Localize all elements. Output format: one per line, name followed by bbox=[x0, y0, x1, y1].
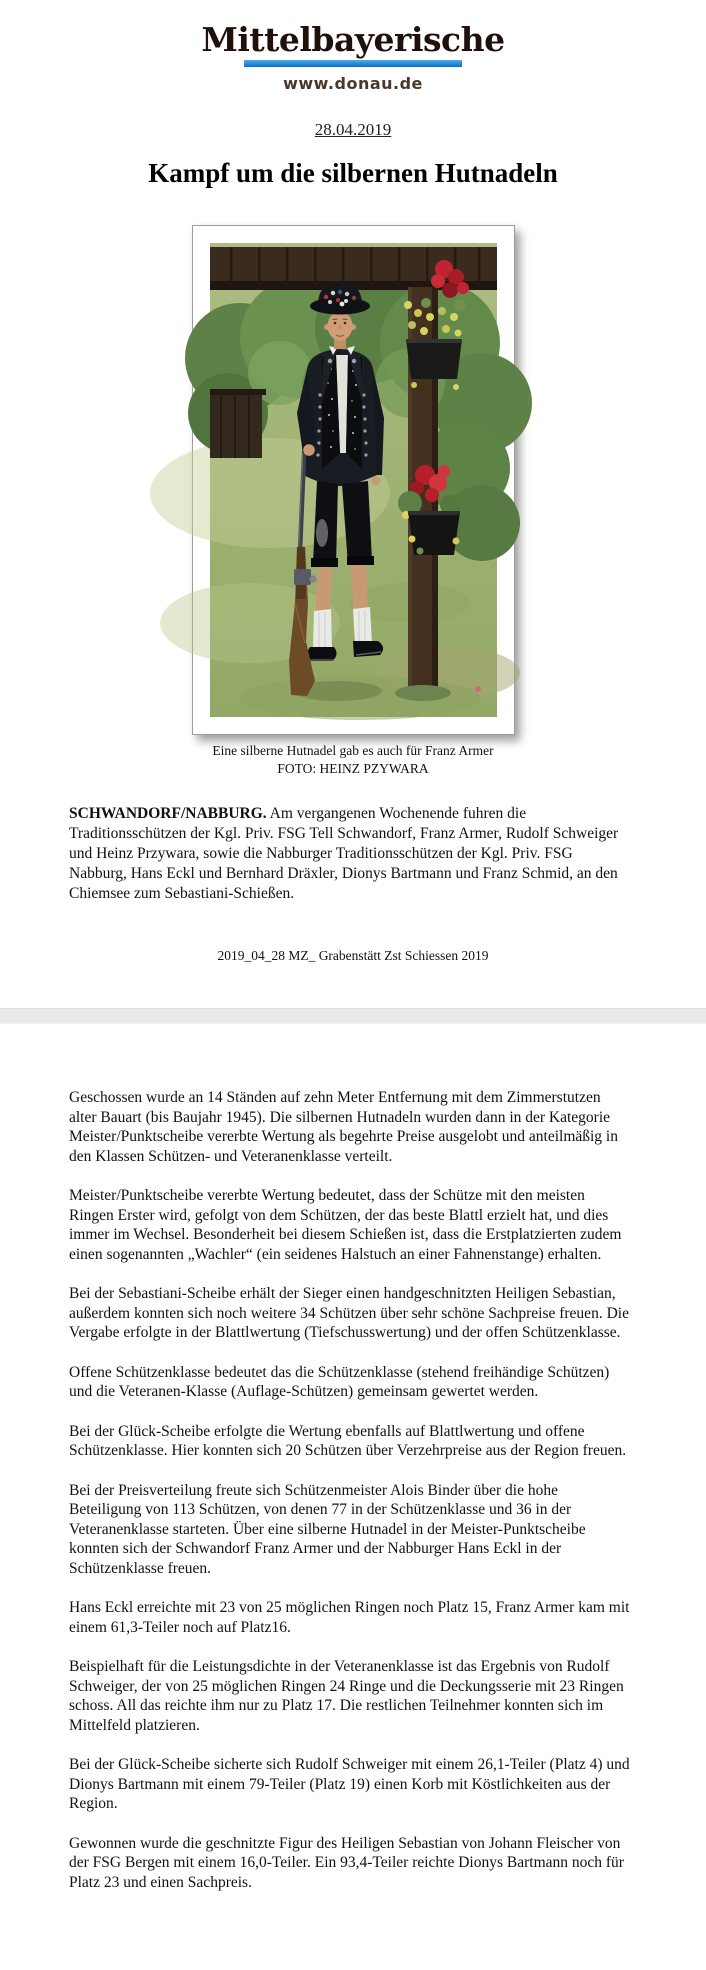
newspaper-logo: Mittelbayerische bbox=[201, 20, 505, 59]
page-break-divider bbox=[0, 1008, 706, 1024]
photo-credit: FOTO: HEINZ PZYWARA bbox=[277, 761, 429, 776]
body-paragraph-6: Bei der Preisverteilung freute sich Schützenmeister Alois Binder über die hohe Beteiligung von 113 Schützen, von denen 77 in der Schützenklasse und 36 in der Veteranenklasse starteten. Über eine silberne Hutnadel in der Meister-Punktscheibe konnten sich der Schwandorf Franz Armer und der Nabburger Hans Eckl in der Schützenklasse freuen. bbox=[69, 1481, 586, 1577]
photo-caption: Eine silberne Hutnadel gab es auch für Franz Armer bbox=[212, 743, 494, 758]
body-paragraph-5: Bei der Glück-Scheibe erfolgte die Wertung ebenfalls auf Blattlwertung und offene Schützenklasse. Hier konnten sich 20 Schützen über Verzehrpreise aus der Region freuen. bbox=[69, 1422, 627, 1459]
article-body bbox=[69, 1088, 631, 1912]
body-paragraph-4: Offene Schützenklasse bedeutet das die Schützenklasse (stehend freihändige Schützen) und die Veteranen-Klasse (Auflage-Schützen) gemeinsam gewertet werden. bbox=[69, 1363, 610, 1400]
file-reference-line: 2019_04_28 MZ_ Grabenstätt Zst Schiessen 2019 bbox=[217, 948, 489, 963]
logo-bar-subtext: ZEITUNG bbox=[327, 69, 379, 75]
article-photo-illustration bbox=[210, 243, 497, 717]
body-paragraph-1: Geschossen wurde an 14 Ständen auf zehn Meter Entfernung mit dem Zimmerstutzen alter Bauart (bis Baujahr 1945). Die silbernen Hutnadeln wurden dann in der Kategorie Meister/Punktscheibe vererbte Wertung als begehrte Preise ausgelobt und anteilmäßig in den Klassen Schützen- und Veteranenklasse verteilt. bbox=[69, 1089, 618, 1165]
body-paragraph-7: Hans Eckl erreichte mit 23 von 25 möglichen Ringen noch Platz 15, Franz Armer kam mit einem 61,3-Teiler noch auf Platz16. bbox=[69, 1599, 630, 1636]
photo-shed bbox=[210, 389, 266, 458]
body-paragraph-8: Beispielhaft für die Leistungsdichte in der Veteranenklasse ist das Ergebnis von Rudolf Schweiger, der von 25 möglichen Ringen 24 Ringe und die Deckungsserie mit 23 Ringen schoss. All das reichte ihm nur zu Platz 17. Die restlichen Teilnehmer konnten sich im Mittelfeld platzieren. bbox=[69, 1658, 624, 1734]
article-photo-frame bbox=[192, 225, 515, 735]
body-paragraph-10: Gewonnen wurde die geschnitzte Figur des Heiligen Sebastian von Johann Fleischer von der FSG Bergen mit einem 16,0-Teiler. Ein 93,4-Teiler reichte Dionys Bartmann noch für Platz 23 und einen Sachpreis. bbox=[69, 1834, 624, 1891]
website-url: www.donau.de bbox=[283, 74, 423, 93]
article-date: 28.04.2019 bbox=[314, 120, 392, 139]
body-paragraph-2: Meister/Punktscheibe vererbte Wertung bedeutet, dass der Schütze mit den meisten Ringen Erster wird, gefolgt von dem Schützen, der das beste Blattl erzielt hat, und dies immer im Wechsel. Besonderheit bei diesem Schießen ist, dass die Erstplatzierten zudem einen sogenannten „Wachler“ (ein seidenes Halstuch an einer Fahnenstange) erhalten. bbox=[69, 1187, 622, 1263]
body-paragraph-9: Bei der Glück-Scheibe sicherte sich Rudolf Schweiger mit einem 26,1-Teiler (Platz 4) und Dionys Bartmann mit einem 79-Teiler (Platz 19) einen Korb mit Köstlichkeiten aus der Region. bbox=[69, 1756, 630, 1812]
masthead bbox=[0, 22, 706, 93]
logo-underline-bar bbox=[244, 60, 462, 75]
dateline: SCHWANDORF/NABBURG. bbox=[69, 805, 267, 822]
lead-paragraph bbox=[69, 804, 631, 904]
page-title: Kampf um die silbernen Hutnadeln bbox=[148, 158, 558, 188]
lead-text: Am vergangenen Wochenende fuhren die Traditionsschützen der Kgl. Priv. FSG Tell Schwandorf, Franz Armer, Rudolf Schweiger und Heinz Przywara, sowie die Nabburger Traditionsschützen der Kgl. Priv. FSG Nabburg, Hans Eckl und Bernhard Dräxler, Dionys Bartmann und Franz Schmid, an den Chiemsee zum Sebastiani-Schießen. bbox=[69, 805, 619, 902]
body-paragraph-3: Bei der Sebastiani-Scheibe erhält der Sieger einen handgeschnitzten Heiligen Sebastian, außerdem konnten sich noch weitere 34 Schützen über sehr schöne Sachpreise freuen. Die Vergabe erfolgte in der Blattlwertung (Tiefschusswertung) und der offen Schützenklasse. bbox=[69, 1285, 629, 1341]
